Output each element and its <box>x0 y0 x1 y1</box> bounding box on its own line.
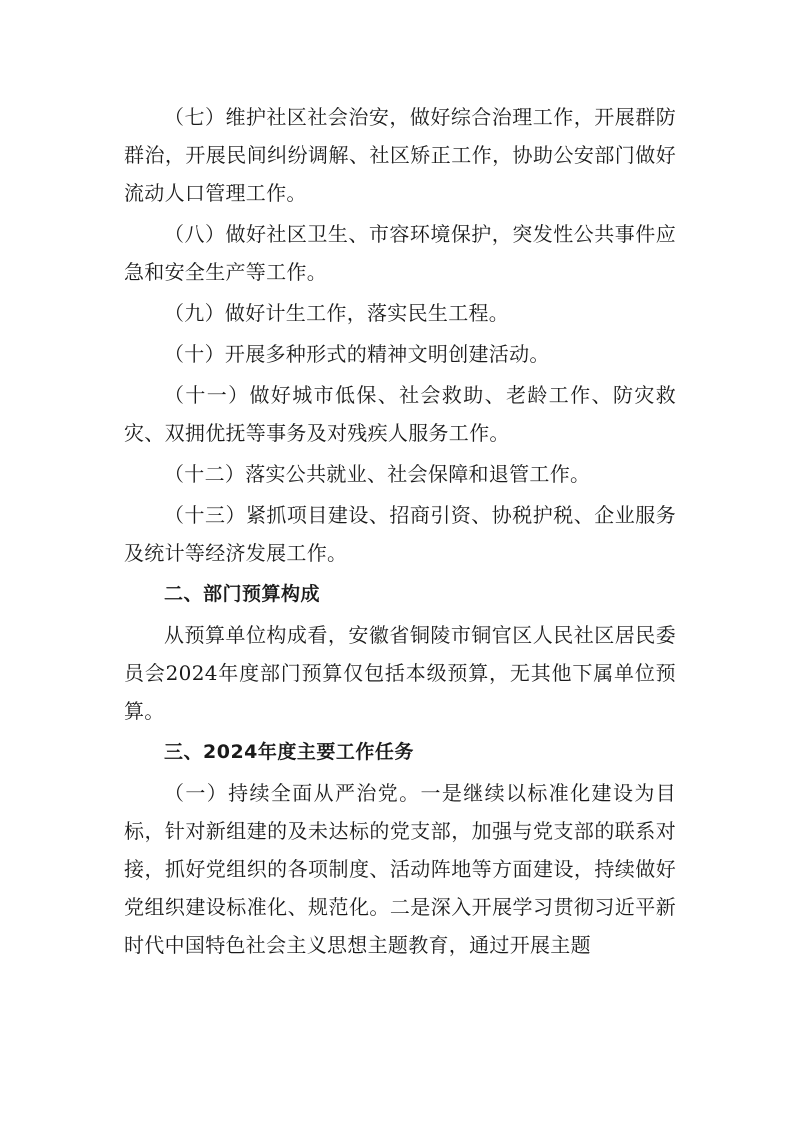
paragraph-task-1: （一）持续全面从严治党。一是继续以标准化建设为目标，针对新组建的及未达标的党支部，加强与党支部的联系对接，抓好党组织的各项制度、活动阵地等方面建设，持续做好党组织建设标准化、规范化。二是深入开展学习贯彻习近平新时代中国特色社会主义思想主题教育，通过开展主题 <box>124 781 676 957</box>
document-body <box>124 98 676 967</box>
paragraph-item-11: （十一）做好城市低保、社会救助、老龄工作、防灾救灾、双拥优抚等事务及对残疾人服务工作。 <box>124 383 676 445</box>
paragraph-budget-structure: 从预算单位构成看，安徽省铜陵市铜官区人民社区居民委员会2024年度部门预算仅包括本级预算，无其他下属单位预算。 <box>124 623 676 723</box>
paragraph-item-12: （十二）落实公共就业、社会保障和退管工作。 <box>164 462 591 486</box>
paragraph-item-9: （九）做好计生工作，落实民生工程。 <box>164 301 510 325</box>
paragraph-item-8: （八）做好社区卫生、市容环境保护，突发性公共事件应急和安全生产等工作。 <box>124 222 676 284</box>
paragraph-item-10: （十）开展多种形式的精神文明创建活动。 <box>164 342 550 366</box>
paragraph-item-13: （十三）紧抓项目建设、招商引资、协税护税、企业服务及统计等经济发展工作。 <box>124 503 676 565</box>
paragraph-item-7: （七）维护社区社会治安，做好综合治理工作，开展群防群治，开展民间纠纷调解、社区矫正工作，协助公安部门做好流动人口管理工作。 <box>124 105 676 205</box>
section-heading-main-tasks: 三、2024年度主要工作任务 <box>164 741 414 763</box>
section-heading-budget-structure: 二、部门预算构成 <box>164 583 321 605</box>
